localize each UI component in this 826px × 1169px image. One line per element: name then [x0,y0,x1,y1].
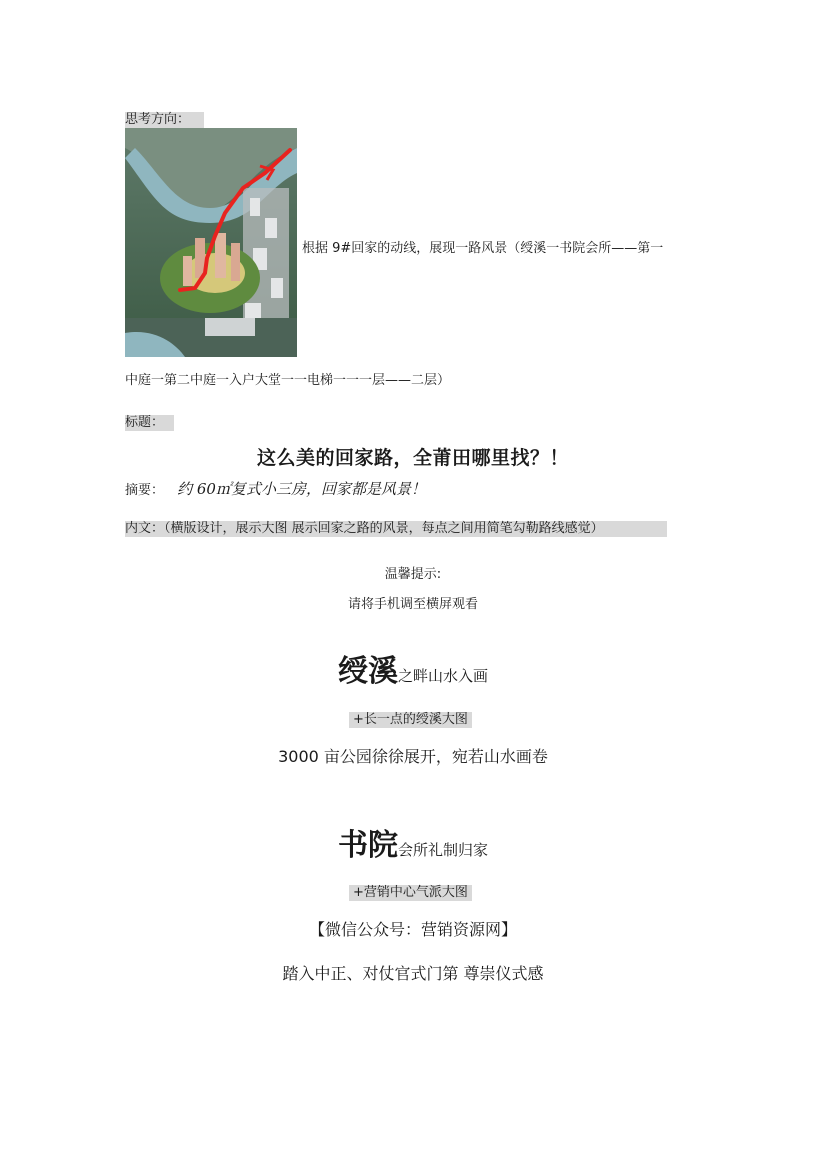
tip-title: 温馨提示: [384,567,442,582]
section-2-big: 书院 [337,828,398,863]
section-2-desc: 踏入中正、对仗官式门第 尊崇仪式感 [282,964,544,983]
section-2-note: +营销中心气派大图 [349,885,472,901]
section-2-rest: 会所礼制归家 [397,841,488,859]
section-direction-label: 思考方向： [125,112,204,128]
headline: 这么美的回家路，全莆田哪里找？！ [256,447,569,469]
route-text-line-2: 中庭一第二中庭一入户大堂一一电梯一一一层——二层） [125,373,451,388]
summary [125,478,426,499]
route-text-line-1: 根据 9#回家的动线，展现一路风景（绶溪一书院会所——第一 [302,241,664,256]
section-1-big: 绶溪 [337,654,398,689]
title-label: 标题： [125,415,174,431]
body-text: 内文：（横版设计，展示大图 展示回家之路的风景，每点之间用简笔勾勒路线感觉） [125,521,667,537]
section-1-note: +长一点的绶溪大图 [349,712,472,728]
section-1-heading [0,646,826,690]
section-1-desc: 3000 亩公园徐徐展开，宛若山水画卷 [278,747,548,766]
summary-text: 约 60㎡复式小三房，回家都是风景！ [177,480,426,498]
wechat-label: 【微信公众号：营销资源网】 [308,920,517,939]
section-2-heading [0,820,826,864]
section-1-rest: 之畔山水入画 [397,667,488,685]
aerial-route-image [125,128,297,357]
summary-label: 摘要： [125,483,165,498]
tip-text: 请将手机调至横屏观看 [347,597,478,612]
